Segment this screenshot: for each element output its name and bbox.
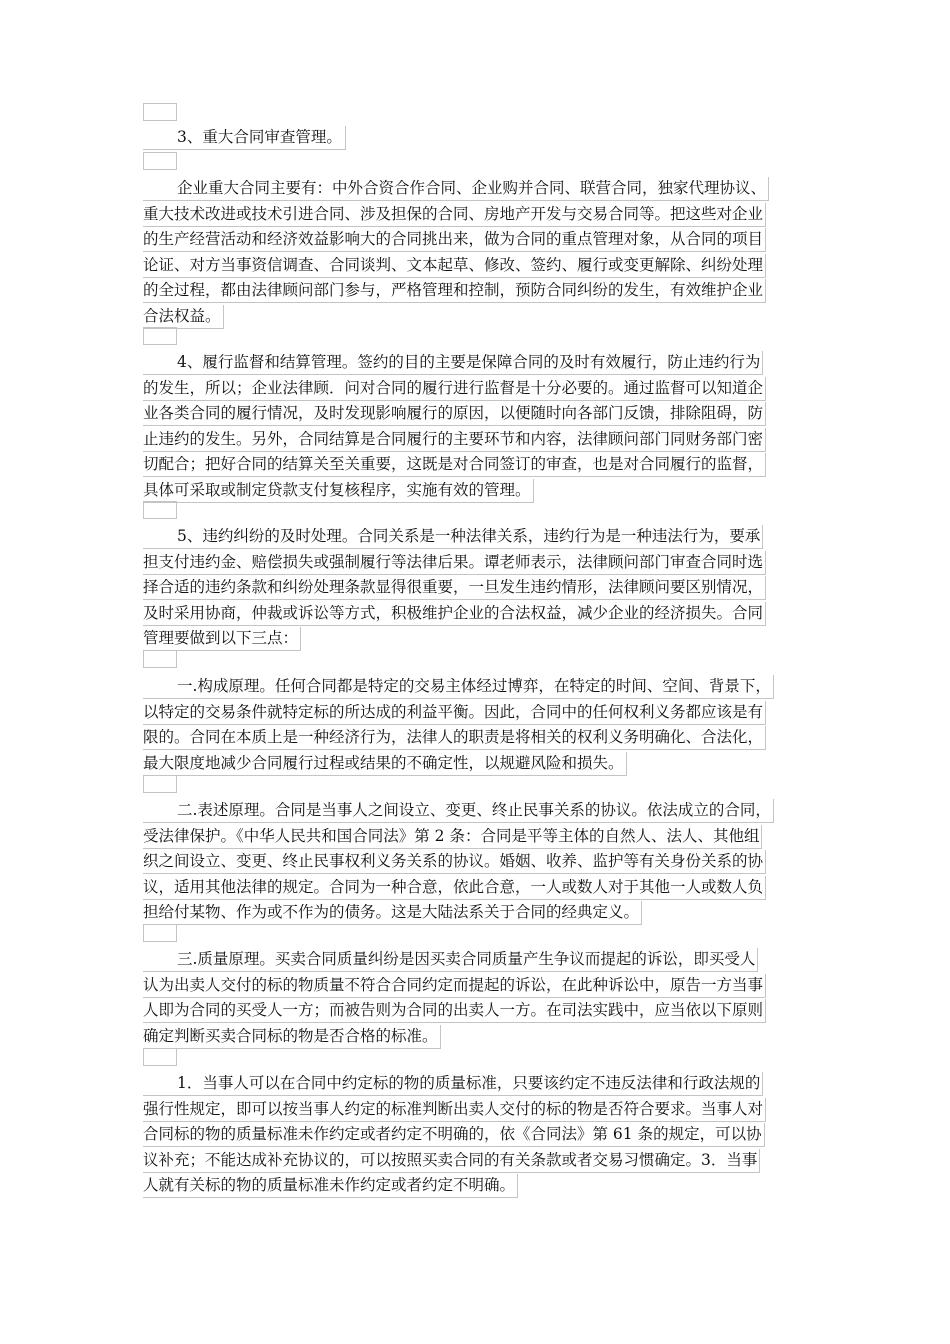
text-line: 一.构成原理。任何合同都是特定的交易主体经过博弈，在特定的时间、空间、背景下， xyxy=(143,674,813,700)
text-line: 人即为合同的买受人一方；而被告则为合同的出卖人一方。在司法实践中，应当依以下原则 xyxy=(143,998,813,1024)
text-line: 二.表述原理。合同是当事人之间设立、变更、终止民事关系的协议。依法成立的合同， xyxy=(143,798,813,824)
paragraph-major-contracts xyxy=(143,176,813,329)
empty-paragraph-marker xyxy=(143,1048,177,1066)
paragraph-performance-supervision xyxy=(143,350,813,503)
text-line: 以特定的交易条件就特定标的所达成的利益平衡。因此，合同中的任何权利义务都应该是有 xyxy=(143,700,813,726)
text-line: 强行性规定，即可以按当事人约定的标准判断出卖人交付的标的物是否符合要求。当事人对 xyxy=(143,1097,813,1123)
text-line: 人就有关标的物的质量标准未作约定或者约定不明确。 xyxy=(143,1173,813,1199)
text-line: 担给付某物、作为或不作为的债务。这是大陆法系关于合同的经典定义。 xyxy=(143,900,813,926)
text-line: 认为出卖人交付的标的物质量不符合合同约定而提起的诉讼，在此种诉讼中，原告一方当事 xyxy=(143,973,813,999)
empty-paragraph-marker xyxy=(143,650,177,668)
section-heading xyxy=(143,126,346,150)
text-line: 合同标的物的质量标准未作约定或者约定不明确的，依《合同法》第 61 条的规定，可以协 xyxy=(143,1122,813,1148)
text-line: 5、违约纠纷的及时处理。合同关系是一种法律关系，违约行为是一种违法行为，要承 xyxy=(143,524,813,550)
text-line: 切配合；把好合同的结算关至关重要，这既是对合同签订的审查，也是对合同履行的监督， xyxy=(143,452,813,478)
empty-paragraph-marker xyxy=(143,327,177,345)
empty-paragraph-marker xyxy=(143,924,177,942)
text-line: 的发生，所以；企业法律顾．问对合同的履行进行监督是十分必要的。通过监督可以知道企 xyxy=(143,376,813,402)
paragraph-quality-standard-agreement xyxy=(143,1071,813,1199)
empty-paragraph-marker xyxy=(143,775,177,793)
empty-paragraph-marker xyxy=(143,152,177,170)
text-line: 1．当事人可以在合同中约定标的物的质量标准，只要该约定不违反法律和行政法规的 xyxy=(143,1071,813,1097)
empty-paragraph-marker xyxy=(143,501,177,519)
paragraph-composition-principle xyxy=(143,674,813,776)
text-line: 最大限度地减少合同履行过程或结果的不确定性，以规避风险和损失。 xyxy=(143,751,813,777)
text-line: 担支付违约金、赔偿损失或强制履行等法律后果。谭老师表示，法律顾问部门审查合同时选 xyxy=(143,550,813,576)
text-line: 的全过程，都由法律顾问部门参与，严格管理和控制，预防合同纠纷的发生，有效维护企业 xyxy=(143,278,813,304)
text-line: 合法权益。 xyxy=(143,304,813,330)
text-line: 确定判断买卖合同标的物是否合格的标准。 xyxy=(143,1024,813,1050)
text-line: 论证、对方当事资信调查、合同谈判、文本起草、修改、签约、履行或变更解除、纠纷处理 xyxy=(143,253,813,279)
text-line: 具体可采取或制定贷款支付复核程序，实施有效的管理。 xyxy=(143,478,813,504)
paragraph-expression-principle xyxy=(143,798,813,926)
text-line: 限的。合同在本质上是一种经济行为，法律人的职责是将相关的权利义务明确化、合法化， xyxy=(143,725,813,751)
text-line: 重大技术改进或技术引进合同、涉及担保的合同、房地产开发与交易合同等。把这些对企业 xyxy=(143,202,813,228)
text-line: 三.质量原理。买卖合同质量纠纷是因买卖合同质量产生争议而提起的诉讼，即买受人 xyxy=(143,947,813,973)
text-line: 4、履行监督和结算管理。签约的目的主要是保障合同的及时有效履行，防止违约行为 xyxy=(143,350,813,376)
text-line: 择合适的违约条款和纠纷处理条款显得很重要，一旦发生违约情形，法律顾问要区别情况， xyxy=(143,575,813,601)
text-line: 企业重大合同主要有：中外合资合作合同、企业购并合同、联营合同，独家代理协议、 xyxy=(143,176,813,202)
section-heading-text: 3、重大合同审查管理。 xyxy=(143,126,346,150)
text-line: 织之间设立、变更、终止民事权利义务关系的协议。婚姻、收养、监护等有关身份关系的协 xyxy=(143,849,813,875)
text-line: 受法律保护。《中华人民共和国合同法》第 2 条：合同是平等主体的自然人、法人、其他组 xyxy=(143,824,813,850)
paragraph-quality-principle xyxy=(143,947,813,1049)
text-line: 管理要做到以下三点： xyxy=(143,626,813,652)
text-line: 议补充；不能达成补充协议的，可以按照买卖合同的有关条款或者交易习惯确定。3．当事 xyxy=(143,1148,813,1174)
text-line: 业各类合同的履行情况，及时发现影响履行的原因，以便随时向各部门反馈，排除阻碍，防 xyxy=(143,401,813,427)
text-line: 止违约的发生。另外，合同结算是合同履行的主要环节和内容，法律顾问部门同财务部门密 xyxy=(143,427,813,453)
paragraph-breach-handling xyxy=(143,524,813,652)
empty-paragraph-marker xyxy=(143,103,177,121)
text-line: 的生产经营活动和经济效益影响大的合同挑出来，做为合同的重点管理对象，从合同的项目 xyxy=(143,227,813,253)
text-line: 及时采用协商，仲裁或诉讼等方式，积极维护企业的合法权益，减少企业的经济损失。合同 xyxy=(143,601,813,627)
text-line: 议，适用其他法律的规定。合同为一种合意，依此合意，一人或数人对于其他一人或数人负 xyxy=(143,875,813,901)
